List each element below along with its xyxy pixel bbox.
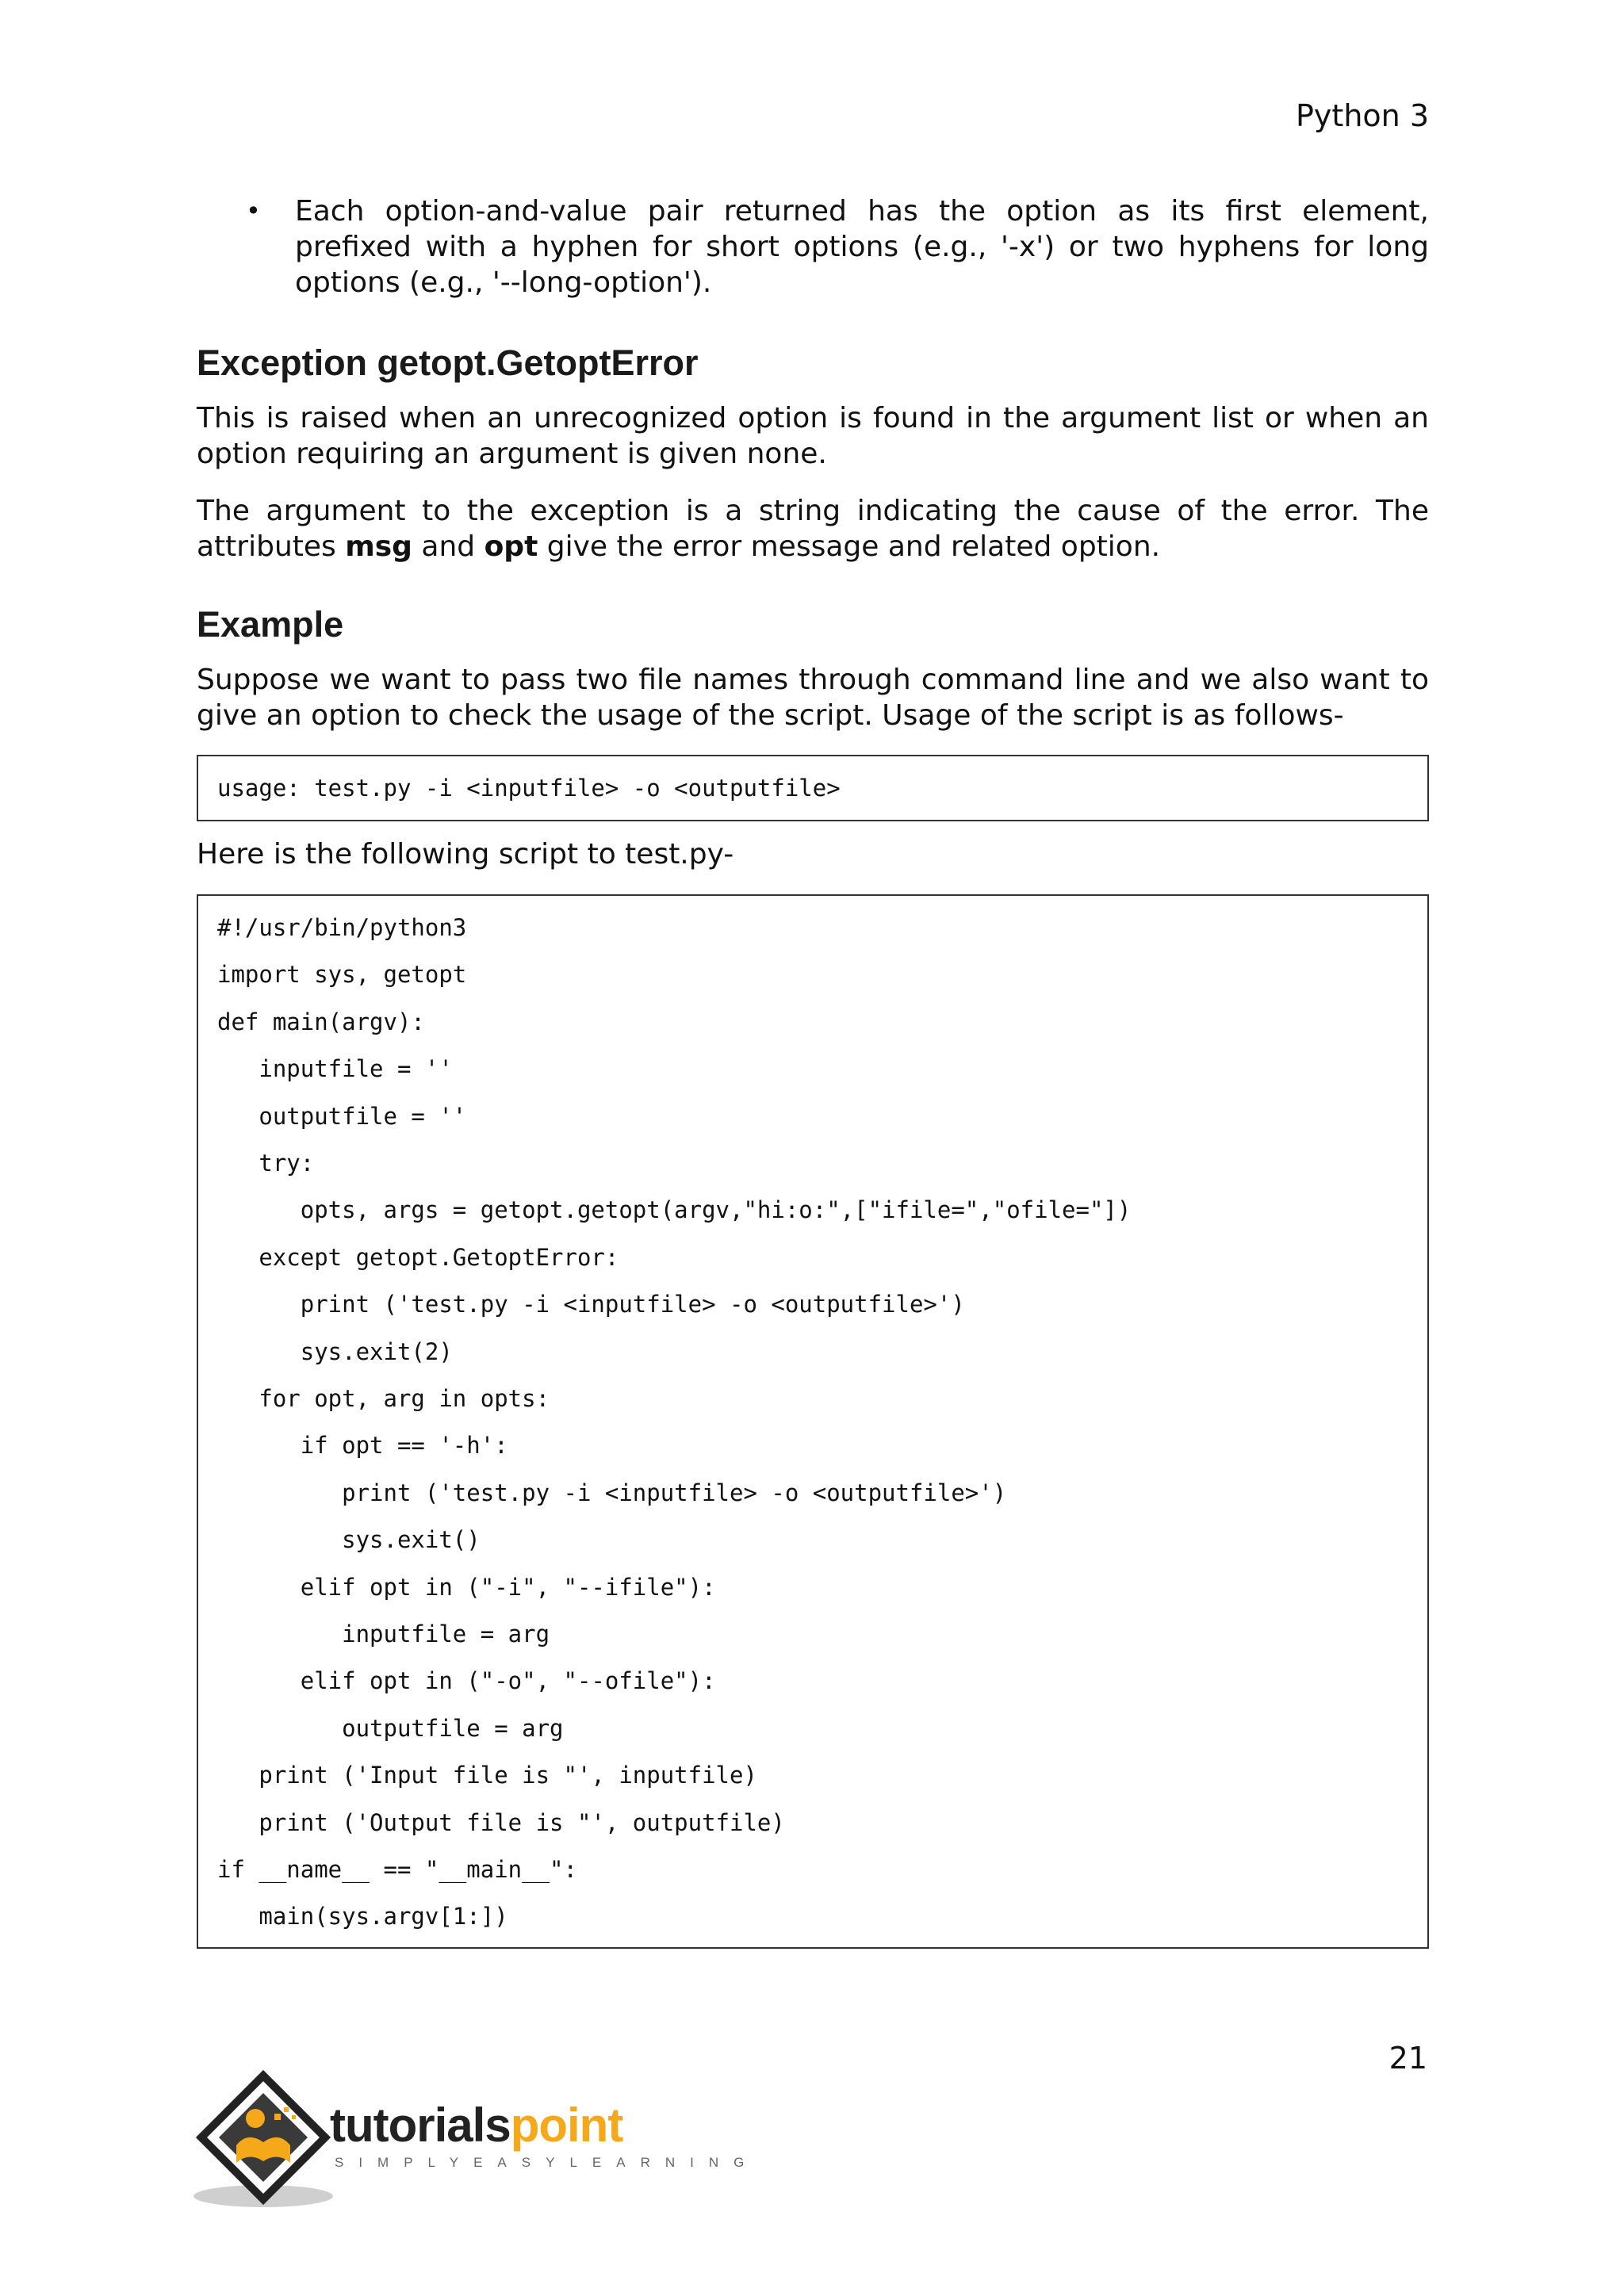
logo-wordmark (330, 2101, 622, 2150)
paragraph-getopterror-attributes (197, 493, 1429, 564)
script-code-line: inputfile = '' (217, 1055, 453, 1083)
script-code-line: opts, args = getopt.getopt(argv,"hi:o:",["ifile=","ofile="]) (217, 1196, 1132, 1224)
paragraph-script-intro: Here is the following script to test.py- (197, 838, 734, 871)
script-code-line: outputfile = '' (217, 1102, 467, 1130)
script-code-box (197, 894, 1429, 1949)
script-code-line: sys.exit(2) (217, 1337, 453, 1365)
bullet-dot-icon: • (246, 196, 261, 226)
bullet-item (197, 193, 1429, 300)
page-number: 21 (1388, 2041, 1427, 2076)
script-code-line: def main(argv): (217, 1008, 425, 1035)
script-code-line: if opt == '-h': (217, 1432, 508, 1460)
script-code-line: print ('test.py -i <inputfile> -o <outputfile>') (217, 1291, 965, 1318)
heading-getopterror: Exception getopt.GetoptError (197, 342, 699, 383)
script-code-line: if __name__ == "__main__": (217, 1856, 577, 1883)
para-text: give the error message and related option. (538, 530, 1161, 563)
paragraph-example-intro: Suppose we want to pass two file names through command line and we also want to give an option to check the usage of the script. Usage of the script is as follows- (197, 664, 1429, 732)
para-text: and (412, 530, 485, 563)
script-code-line: elif opt in ("-o", "--ofile"): (217, 1667, 716, 1695)
paragraph-getopterror-raised: This is raised when an unrecognized option is found in the argument list or when an option requiring an argument is given none. (197, 402, 1429, 470)
opt-term: opt (484, 530, 538, 563)
script-code-line: for opt, arg in opts: (217, 1385, 550, 1412)
script-code-line: main(sys.argv[1:]) (217, 1903, 508, 1931)
bullet-list (197, 193, 1429, 300)
usage-code-box (197, 755, 1429, 821)
logo-word-tutorials: tutorials (330, 2099, 511, 2152)
msg-term: msg (345, 530, 412, 563)
para-text: The argument to the exception is a string indicating the cause of the error. The attributes (197, 495, 1429, 563)
script-code-line: print ('Input file is "', inputfile) (217, 1762, 757, 1789)
script-code-line: print ('test.py -i <inputfile> -o <outputfile>') (217, 1479, 1007, 1506)
script-code-line: elif opt in ("-i", "--ifile"): (217, 1573, 716, 1601)
script-code-line: outputfile = arg (217, 1714, 564, 1742)
script-code-line: inputfile = arg (217, 1621, 550, 1647)
script-code-line: except getopt.GetoptError: (217, 1243, 619, 1271)
heading-example: Example (197, 604, 344, 645)
logo-tagline: SIMPLYEASYLEARNING (335, 2155, 760, 2170)
script-code-line: print ('Output file is "', outputfile) (217, 1808, 785, 1836)
script-code-line: import sys, getopt (217, 961, 467, 989)
logo-emblem-icon (192, 2069, 335, 2212)
bullet-text: Each option-and-value pair returned has the option as its first element, prefixed with a hyphen for short options (e.g., '-x') or two hyphens for long options (e.g., '--long-option'). (295, 195, 1429, 299)
tutorialspoint-logo (192, 2069, 760, 2212)
script-code-line: sys.exit() (217, 1526, 481, 1554)
script-code-line: try: (217, 1150, 315, 1177)
page-header-title: Python 3 (1296, 98, 1429, 133)
script-code-line: #!/usr/bin/python3 (217, 914, 467, 941)
logo-word-point: point (510, 2099, 623, 2152)
usage-code-line: usage: test.py -i <inputfile> -o <outputfile> (217, 775, 841, 802)
